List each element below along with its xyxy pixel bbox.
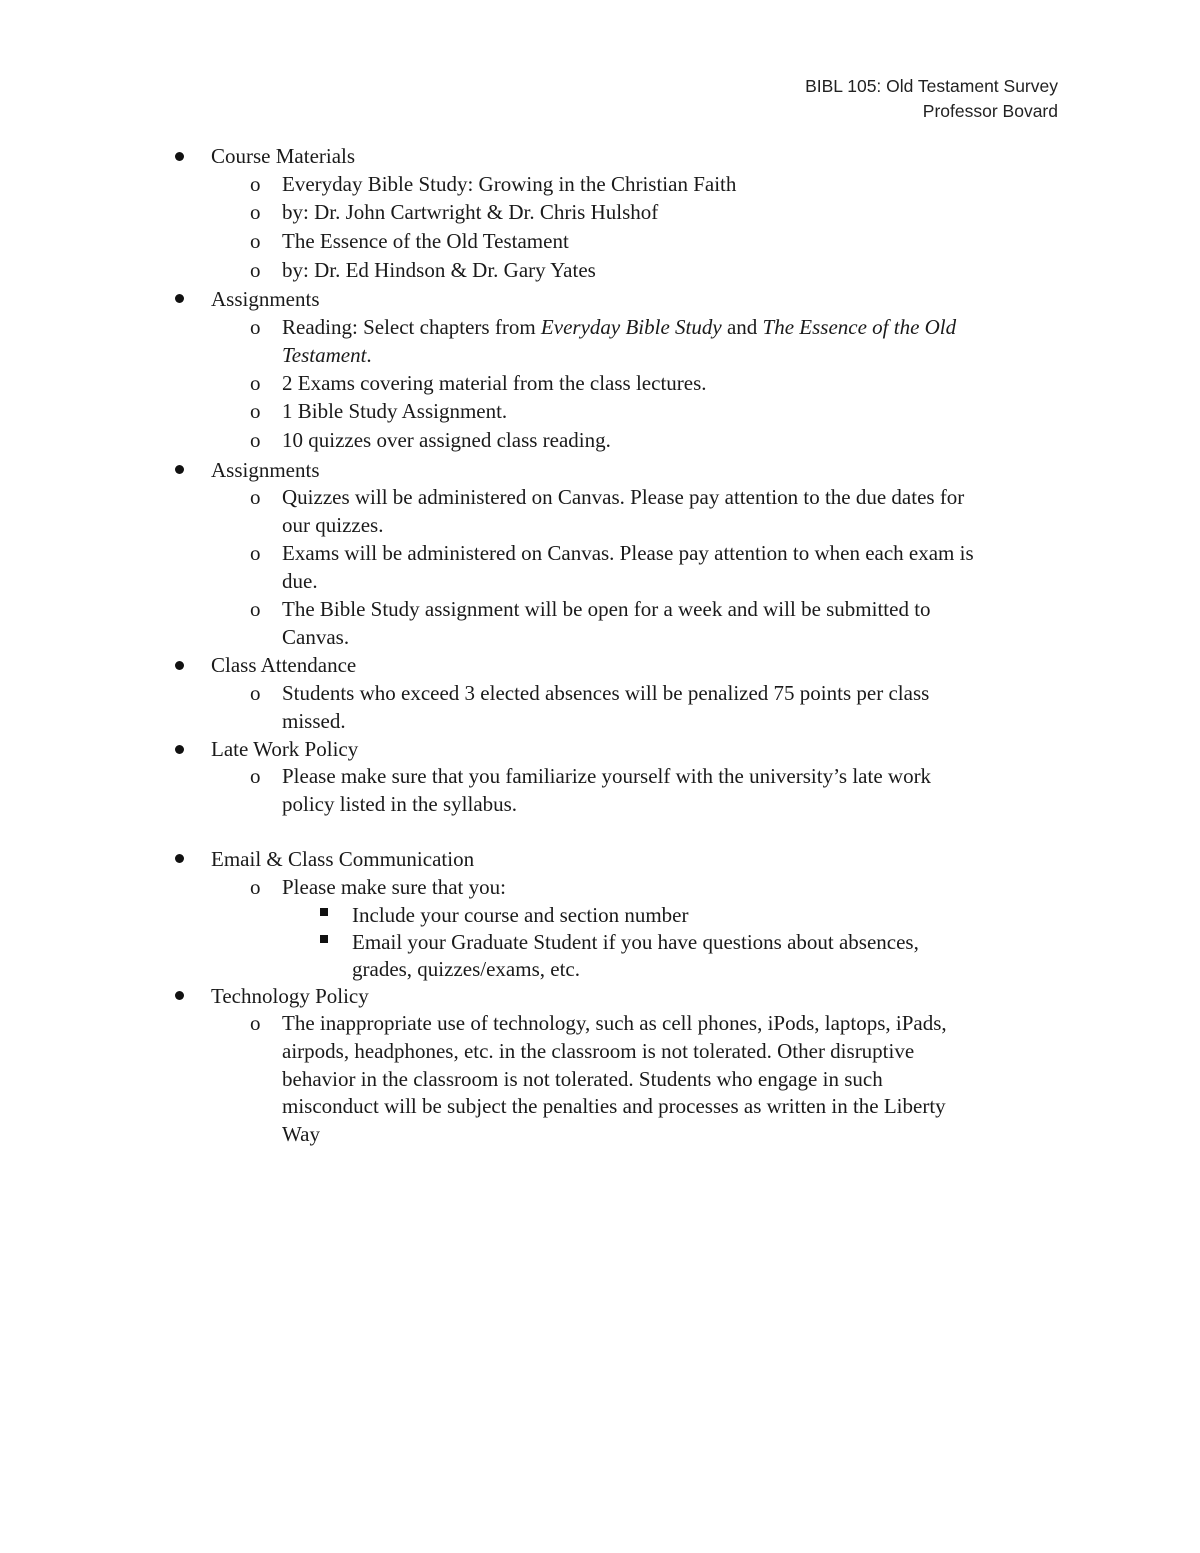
square-bullet-icon: [320, 908, 328, 916]
bullet-icon: [175, 661, 184, 670]
sub-bullet-icon: o: [250, 485, 261, 509]
technology-detail-line: The inappropriate use of technology, such as cell phones, iPods, laptops, iPads,: [282, 1011, 947, 1035]
attendance-detail-line: Students who exceed 3 elected absences will be penalized 75 points per class: [282, 681, 930, 705]
sub-bullet-icon: o: [250, 541, 261, 565]
late-work-detail-line: Please make sure that you familiarize yourself with the university’s late work: [282, 764, 932, 788]
sub-bullet-icon: o: [250, 1011, 261, 1035]
assignment-detail-line: Canvas.: [282, 625, 350, 649]
assignment-detail-line: The Bible Study assignment will be open for a week and will be submitted to: [282, 597, 931, 621]
bullet-icon: [175, 854, 184, 863]
sub-bullet-icon: o: [250, 399, 261, 423]
email-sub-item: grades, quizzes/exams, etc.: [352, 957, 580, 981]
page-header: [805, 74, 1058, 124]
section-title-assignments: Assignments: [211, 287, 320, 311]
sub-bullet-icon: o: [250, 200, 261, 224]
email-sub-item: Email your Graduate Student if you have questions about absences,: [352, 930, 919, 954]
course-material-item: by: Dr. Ed Hindson & Dr. Gary Yates: [282, 258, 596, 282]
bullet-icon: [175, 294, 184, 303]
bullet-icon: [175, 991, 184, 1000]
assignment-item: 2 Exams covering material from the class lectures.: [282, 371, 707, 395]
assignment-detail-line: our quizzes.: [282, 513, 384, 537]
reading-item-line1: [282, 313, 956, 341]
reading-and: and: [721, 315, 763, 339]
sub-bullet-icon: o: [250, 371, 261, 395]
sub-bullet-icon: o: [250, 315, 261, 339]
technology-detail-line: Way: [282, 1122, 320, 1146]
bullet-icon: [175, 465, 184, 474]
section-title-course-materials: Course Materials: [211, 144, 356, 168]
sub-bullet-icon: o: [250, 764, 261, 788]
sub-bullet-icon: o: [250, 258, 261, 282]
professor-name: Professor Bovard: [922, 101, 1058, 121]
reading-prefix: Reading: Select chapters from: [282, 315, 541, 339]
email-detail-line: Please make sure that you:: [282, 875, 506, 899]
bullet-icon: [175, 152, 184, 161]
course-title: BIBL 105: Old Testament Survey: [805, 76, 1058, 96]
sub-bullet-icon: o: [250, 681, 261, 705]
section-title-email: Email & Class Communication: [211, 847, 475, 871]
reading-suffix: .: [366, 343, 372, 367]
bullet-icon: [175, 745, 184, 754]
sub-bullet-icon: o: [250, 229, 261, 253]
section-title-assignments: Assignments: [211, 458, 320, 482]
reading-book-title: Everyday Bible Study: [540, 315, 722, 339]
technology-detail-line: misconduct will be subject the penalties and processes as written in the Liberty: [282, 1094, 946, 1118]
late-work-detail-line: policy listed in the syllabus.: [282, 792, 518, 816]
reading-book-title: Testament: [282, 343, 367, 367]
section-title-late-work: Late Work Policy: [211, 737, 359, 761]
sub-bullet-icon: o: [250, 875, 261, 899]
square-bullet-icon: [320, 935, 328, 943]
course-material-item: The Essence of the Old Testament: [282, 229, 569, 253]
reading-book-title: The Essence of the Old: [762, 315, 957, 339]
assignment-item: 10 quizzes over assigned class reading.: [282, 428, 611, 452]
course-material-item: by: Dr. John Cartwright & Dr. Chris Hulshof: [282, 200, 659, 224]
attendance-detail-line: missed.: [282, 709, 346, 733]
assignment-detail-line: Exams will be administered on Canvas. Please pay attention to when each exam is: [282, 541, 974, 565]
assignment-item: 1 Bible Study Assignment.: [282, 399, 508, 423]
reading-item-line2: [282, 341, 372, 369]
technology-detail-line: behavior in the classroom is not tolerated. Students who engage in such: [282, 1067, 883, 1091]
section-title-technology: Technology Policy: [211, 984, 369, 1008]
technology-detail-line: airpods, headphones, etc. in the classroom is not tolerated. Other disruptive: [282, 1039, 915, 1063]
course-material-item: Everyday Bible Study: Growing in the Christian Faith: [282, 172, 737, 196]
sub-bullet-icon: o: [250, 172, 261, 196]
sub-bullet-icon: o: [250, 428, 261, 452]
sub-bullet-icon: o: [250, 597, 261, 621]
assignment-detail-line: due.: [282, 569, 318, 593]
email-sub-item: Include your course and section number: [352, 903, 689, 927]
assignment-detail-line: Quizzes will be administered on Canvas. Please pay attention to the due dates for: [282, 485, 965, 509]
section-title-attendance: Class Attendance: [211, 653, 357, 677]
